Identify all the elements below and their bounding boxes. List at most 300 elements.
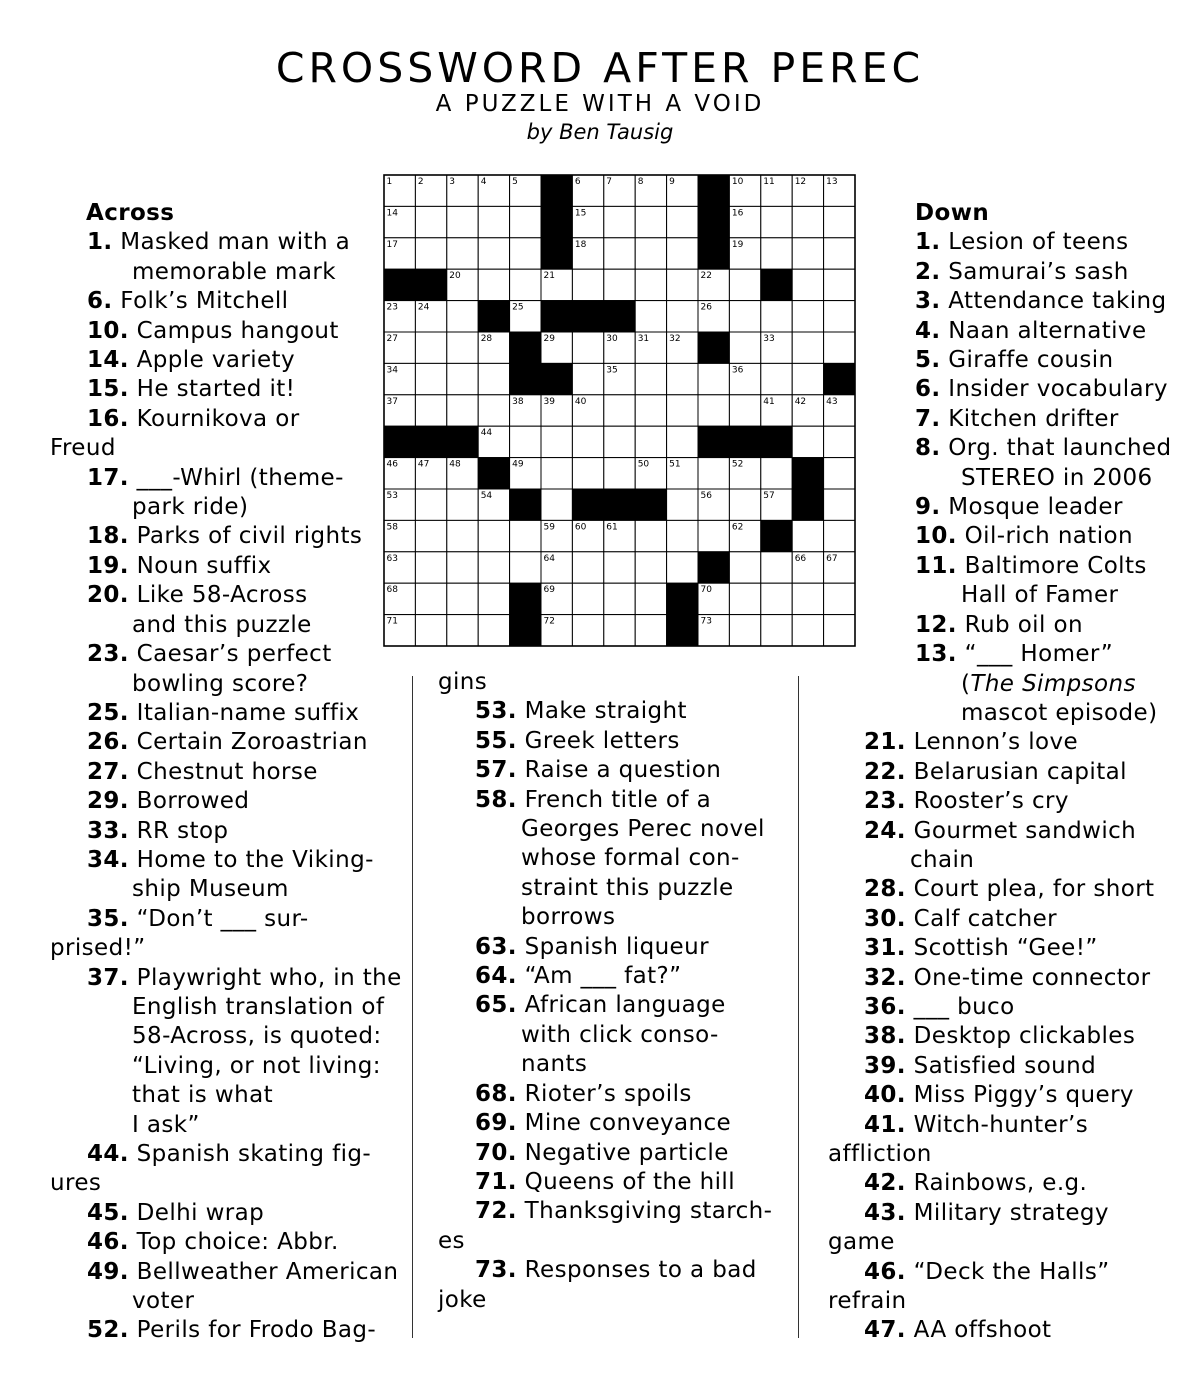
grid-cell[interactable] bbox=[604, 395, 635, 426]
clue-line bbox=[740, 964, 1173, 993]
clue-number: 1. bbox=[87, 229, 113, 256]
clue-text: Satisfied sound bbox=[913, 1052, 1097, 1079]
grid-cell[interactable] bbox=[667, 206, 698, 237]
cell-number: 3 bbox=[449, 177, 456, 187]
clue-line bbox=[50, 1258, 399, 1287]
cell-number: 60 bbox=[574, 522, 587, 533]
clue-line bbox=[828, 346, 1173, 375]
grid-block bbox=[478, 301, 509, 332]
clue-number: 4. bbox=[915, 317, 941, 344]
clue-number: 63. bbox=[475, 933, 517, 960]
cell-number: 57 bbox=[763, 491, 775, 501]
clue-line bbox=[50, 1199, 395, 1228]
clue-line bbox=[50, 846, 395, 875]
cell-number: 51 bbox=[669, 459, 681, 470]
clue-line bbox=[50, 728, 395, 757]
cell-number: 40 bbox=[574, 396, 587, 407]
clue-line bbox=[828, 375, 1173, 404]
grid-cell[interactable] bbox=[761, 301, 792, 332]
clue-text: Delhi wrap bbox=[136, 1199, 265, 1226]
grid-cell[interactable] bbox=[415, 395, 446, 426]
grid-cell[interactable] bbox=[792, 520, 823, 551]
grid-cell[interactable] bbox=[510, 206, 541, 237]
clue-text: Samurai’s sash bbox=[948, 258, 1129, 285]
clue-number: 2. bbox=[915, 258, 941, 285]
clue-number: 6. bbox=[87, 288, 113, 315]
clue-line bbox=[50, 787, 395, 816]
clue-number: 10. bbox=[87, 317, 129, 344]
grid-cell[interactable] bbox=[510, 269, 541, 300]
clue-number: 19. bbox=[87, 552, 129, 579]
grid-cell[interactable] bbox=[510, 426, 541, 457]
grid-cell[interactable] bbox=[729, 269, 760, 300]
cell-number: 62 bbox=[731, 522, 744, 533]
clue-text: Military strategy bbox=[913, 1199, 1109, 1226]
grid-cell[interactable] bbox=[667, 238, 698, 269]
grid-cell[interactable] bbox=[792, 206, 823, 237]
cell-number: 30 bbox=[606, 334, 618, 344]
grid-block bbox=[635, 489, 666, 520]
grid-cell[interactable] bbox=[604, 583, 635, 614]
cell-number: 18 bbox=[574, 239, 587, 250]
grid-cell[interactable] bbox=[635, 301, 666, 332]
clue-number: 7. bbox=[915, 405, 941, 432]
grid-cell[interactable] bbox=[541, 489, 572, 520]
cell-number: 69 bbox=[543, 585, 555, 596]
grid-cell[interactable] bbox=[415, 583, 446, 614]
cell-number: 67 bbox=[826, 553, 838, 564]
clue-line-continued: bowling score? bbox=[132, 670, 309, 697]
clue-number: 8. bbox=[915, 435, 941, 462]
grid-block bbox=[541, 206, 572, 237]
clue-text: Bellweather American bbox=[136, 1258, 399, 1285]
clue-line bbox=[828, 228, 1173, 257]
grid-cell[interactable] bbox=[415, 615, 446, 646]
clue-line bbox=[50, 1316, 395, 1345]
grid-cell[interactable] bbox=[635, 206, 666, 237]
clue-text: Responses to a bad bbox=[524, 1257, 757, 1284]
cell-number: 54 bbox=[480, 491, 493, 501]
cell-number: 7 bbox=[606, 177, 613, 187]
grid-cell[interactable] bbox=[415, 206, 446, 237]
clue-text: Belarusian capital bbox=[913, 758, 1127, 785]
clue-line bbox=[828, 258, 1173, 287]
clue-number: 16. bbox=[87, 405, 129, 432]
puzzle-title: CROSSWORD AFTER PEREC bbox=[275, 44, 925, 92]
clue-line-continued: Hall of Famer bbox=[961, 582, 1119, 609]
grid-cell[interactable] bbox=[667, 301, 698, 332]
cell-number: 37 bbox=[386, 396, 398, 407]
grid-cell[interactable] bbox=[415, 552, 446, 583]
grid-cell[interactable] bbox=[478, 238, 509, 269]
clue-number: 22. bbox=[864, 758, 906, 785]
grid-cell[interactable] bbox=[478, 363, 509, 394]
grid-block bbox=[604, 301, 635, 332]
grid-cell[interactable] bbox=[635, 552, 666, 583]
cell-number: 15 bbox=[574, 208, 587, 219]
grid-cell[interactable] bbox=[447, 301, 478, 332]
clue-text: “___ Homer” bbox=[964, 641, 1114, 668]
grid-cell[interactable] bbox=[667, 269, 698, 300]
grid-cell[interactable] bbox=[478, 206, 509, 237]
cell-number: 9 bbox=[669, 177, 675, 187]
cell-number: 33 bbox=[763, 334, 775, 344]
grid-cell[interactable] bbox=[667, 363, 698, 394]
grid-block bbox=[792, 489, 823, 520]
grid-cell[interactable] bbox=[604, 458, 635, 489]
grid-cell[interactable] bbox=[792, 583, 823, 614]
down-clue-list-continued bbox=[740, 728, 1173, 1346]
clue-number: 15. bbox=[87, 376, 129, 403]
clue-line bbox=[50, 287, 395, 316]
cell-number: 66 bbox=[794, 553, 807, 564]
down-clue-list bbox=[828, 228, 1173, 728]
clue-text: Rub oil on bbox=[964, 611, 1083, 638]
cell-number: 34 bbox=[386, 365, 398, 376]
grid-block bbox=[541, 301, 572, 332]
clue-text: Make straight bbox=[524, 698, 687, 725]
grid-block bbox=[604, 489, 635, 520]
grid-cell[interactable] bbox=[635, 426, 666, 457]
clue-line bbox=[828, 434, 1173, 463]
grid-cell[interactable] bbox=[761, 552, 792, 583]
clue-text: Home to the Viking- bbox=[136, 846, 374, 873]
grid-cell[interactable] bbox=[761, 458, 792, 489]
clue-text: Rioter’s spoils bbox=[524, 1080, 692, 1107]
grid-block bbox=[541, 238, 572, 269]
clue-text: Thanksgiving starch- bbox=[524, 1198, 773, 1225]
grid-cell[interactable] bbox=[729, 395, 760, 426]
clue-text: African language bbox=[524, 992, 726, 1019]
grid-cell[interactable] bbox=[572, 363, 603, 394]
grid-block bbox=[761, 269, 792, 300]
clue-number: 36. bbox=[864, 993, 906, 1020]
clue-number: 25. bbox=[87, 699, 129, 726]
clue-line bbox=[740, 728, 1173, 757]
grid-cell[interactable] bbox=[792, 238, 823, 269]
grid-cell[interactable] bbox=[698, 520, 729, 551]
clue-number: 29. bbox=[87, 788, 129, 815]
cell-number: 43 bbox=[826, 396, 838, 407]
clue-line bbox=[740, 817, 1173, 846]
grid-cell[interactable] bbox=[510, 552, 541, 583]
clue-number: 30. bbox=[864, 905, 906, 932]
grid-cell[interactable] bbox=[635, 395, 666, 426]
clue-number: 57. bbox=[475, 757, 517, 784]
grid-cell[interactable] bbox=[792, 332, 823, 363]
clue-text: ___-Whirl (theme- bbox=[136, 464, 344, 491]
cell-number: 19 bbox=[731, 239, 744, 250]
clue-line bbox=[740, 1258, 1173, 1287]
clue-line-continued: and this puzzle bbox=[132, 611, 312, 638]
grid-cell[interactable] bbox=[667, 489, 698, 520]
grid-cell[interactable] bbox=[698, 363, 729, 394]
grid-cell[interactable] bbox=[447, 206, 478, 237]
clue-text: Baltimore Colts bbox=[964, 552, 1147, 579]
grid-cell[interactable] bbox=[604, 206, 635, 237]
clue-text: Miss Piggy’s query bbox=[913, 1082, 1134, 1109]
clue-line-wrapped: game bbox=[828, 1229, 895, 1256]
grid-cell[interactable] bbox=[698, 395, 729, 426]
clue-number: 65. bbox=[475, 992, 517, 1019]
clue-text: Spanish skating fig- bbox=[136, 1141, 372, 1167]
grid-cell[interactable] bbox=[447, 238, 478, 269]
grid-cell[interactable] bbox=[761, 615, 792, 646]
grid-cell[interactable] bbox=[415, 238, 446, 269]
clue-number: 47. bbox=[864, 1317, 906, 1344]
grid-cell[interactable] bbox=[447, 552, 478, 583]
clue-line bbox=[50, 905, 395, 934]
cell-number: 70 bbox=[700, 585, 712, 596]
grid-cell[interactable] bbox=[761, 583, 792, 614]
grid-block bbox=[667, 615, 698, 646]
grid-cell[interactable] bbox=[478, 520, 509, 551]
grid-block bbox=[510, 583, 541, 614]
grid-cell[interactable] bbox=[792, 426, 823, 457]
grid-block bbox=[510, 332, 541, 363]
grid-cell[interactable] bbox=[635, 615, 666, 646]
grid-block bbox=[729, 426, 760, 457]
clue-line bbox=[828, 317, 1173, 346]
grid-cell[interactable] bbox=[478, 395, 509, 426]
clue-line bbox=[740, 1169, 1173, 1198]
grid-cell[interactable] bbox=[572, 426, 603, 457]
clue-line-continued: with click conso- bbox=[521, 1021, 719, 1048]
grid-block bbox=[415, 269, 446, 300]
clue-text: Rooster’s cry bbox=[913, 788, 1069, 815]
clue-text: Mine conveyance bbox=[524, 1110, 732, 1137]
clue-text: Spanish liqueur bbox=[524, 933, 709, 960]
grid-cell[interactable] bbox=[792, 615, 823, 646]
clue-line bbox=[828, 405, 1173, 434]
cell-number: 50 bbox=[637, 459, 650, 470]
clue-line bbox=[50, 640, 395, 669]
cell-number: 29 bbox=[543, 334, 555, 344]
crossword-grid[interactable] bbox=[383, 174, 856, 647]
clue-line bbox=[50, 699, 395, 728]
grid-block bbox=[698, 206, 729, 237]
grid-block bbox=[510, 615, 541, 646]
clue-line-continued: park ride) bbox=[132, 494, 249, 521]
grid-cell[interactable] bbox=[478, 552, 509, 583]
grid-cell[interactable] bbox=[635, 583, 666, 614]
cell-number: 73 bbox=[700, 616, 712, 627]
grid-cell[interactable] bbox=[447, 363, 478, 394]
clue-line bbox=[50, 317, 395, 346]
grid-block bbox=[698, 426, 729, 457]
clue-number: 69. bbox=[475, 1110, 517, 1137]
clue-text: Rainbows, e.g. bbox=[913, 1170, 1088, 1197]
grid-cell[interactable] bbox=[667, 395, 698, 426]
grid-cell[interactable] bbox=[478, 269, 509, 300]
grid-cell[interactable] bbox=[761, 363, 792, 394]
grid-cell[interactable] bbox=[572, 615, 603, 646]
clue-number: 11. bbox=[915, 552, 957, 579]
cell-number: 53 bbox=[386, 491, 398, 501]
grid-cell[interactable] bbox=[698, 458, 729, 489]
clue-text: Calf catcher bbox=[913, 905, 1058, 932]
clue-line bbox=[740, 993, 1173, 1022]
clue-number: 23. bbox=[87, 641, 129, 668]
grid-block bbox=[415, 426, 446, 457]
grid-cell[interactable] bbox=[635, 520, 666, 551]
cell-number: 11 bbox=[763, 177, 775, 187]
grid-cell[interactable] bbox=[604, 426, 635, 457]
clue-line bbox=[740, 1111, 1173, 1140]
cell-number: 12 bbox=[794, 177, 807, 187]
cell-number: 16 bbox=[731, 208, 744, 219]
grid-cell[interactable] bbox=[667, 552, 698, 583]
clue-text: Giraffe cousin bbox=[948, 347, 1114, 374]
grid-block bbox=[541, 363, 572, 394]
cell-number: 28 bbox=[480, 334, 493, 344]
clue-text: Naan alternative bbox=[948, 317, 1147, 344]
clue-line-continued: memorable mark bbox=[132, 258, 336, 285]
grid-cell[interactable] bbox=[761, 206, 792, 237]
cell-number: 20 bbox=[449, 271, 461, 282]
clue-line bbox=[828, 522, 1173, 551]
grid-cell[interactable] bbox=[572, 583, 603, 614]
grid-cell[interactable] bbox=[572, 332, 603, 363]
grid-cell[interactable] bbox=[541, 426, 572, 457]
across-clues-column bbox=[50, 199, 402, 1346]
cell-number: 36 bbox=[731, 365, 744, 376]
grid-block bbox=[698, 332, 729, 363]
grid-cell[interactable] bbox=[604, 552, 635, 583]
grid-cell[interactable] bbox=[729, 301, 760, 332]
clue-line bbox=[740, 1052, 1173, 1081]
clue-line bbox=[50, 817, 395, 846]
grid-cell[interactable] bbox=[478, 615, 509, 646]
clue-text: AA offshoot bbox=[913, 1317, 1052, 1344]
clue-number: 17. bbox=[87, 464, 129, 491]
grid-cell[interactable] bbox=[447, 520, 478, 551]
clue-text: ___ buco bbox=[913, 993, 1015, 1020]
cell-number: 14 bbox=[386, 208, 398, 219]
clue-text: Apple variety bbox=[136, 347, 295, 374]
grid-cell[interactable] bbox=[478, 583, 509, 614]
grid-cell[interactable] bbox=[792, 269, 823, 300]
grid-cell[interactable] bbox=[415, 489, 446, 520]
clue-text: Raise a question bbox=[524, 757, 722, 784]
clue-line bbox=[438, 697, 793, 726]
grid-cell[interactable] bbox=[510, 520, 541, 551]
clue-text: Kitchen drifter bbox=[948, 405, 1119, 432]
cell-number: 24 bbox=[417, 302, 430, 313]
grid-cell[interactable] bbox=[635, 269, 666, 300]
grid-cell[interactable] bbox=[604, 615, 635, 646]
clue-line bbox=[50, 405, 395, 434]
clue-number: 20. bbox=[87, 582, 129, 609]
grid-block bbox=[792, 458, 823, 489]
cell-number: 1 bbox=[386, 177, 393, 187]
clue-text: Gourmet sandwich bbox=[913, 817, 1137, 844]
cell-number: 32 bbox=[669, 334, 681, 344]
clue-line-continued: Georges Perec novel bbox=[521, 816, 765, 843]
grid-block bbox=[572, 301, 603, 332]
clue-number: 38. bbox=[864, 1023, 906, 1050]
cell-number: 72 bbox=[543, 616, 555, 627]
grid-cell[interactable] bbox=[447, 615, 478, 646]
grid-block bbox=[572, 489, 603, 520]
grid-cell[interactable] bbox=[447, 583, 478, 614]
clue-line-continued: straint this puzzle bbox=[521, 874, 734, 901]
cell-number: 42 bbox=[794, 396, 807, 407]
clue-text: Kournikova or bbox=[136, 405, 300, 432]
grid-cell[interactable] bbox=[792, 301, 823, 332]
grid-cell[interactable] bbox=[792, 363, 823, 394]
grid-cell[interactable] bbox=[729, 552, 760, 583]
clue-line-continued: 58-Across, is quoted: bbox=[132, 1023, 382, 1050]
cell-number: 49 bbox=[512, 459, 524, 470]
grid-cell[interactable] bbox=[572, 269, 603, 300]
cell-number: 68 bbox=[386, 585, 398, 596]
grid-cell[interactable] bbox=[415, 332, 446, 363]
cell-number: 23 bbox=[386, 302, 398, 313]
clue-text: Noun suffix bbox=[136, 552, 272, 579]
cell-number: 64 bbox=[543, 553, 555, 564]
down-clues-column bbox=[828, 199, 1173, 1346]
grid-cell[interactable] bbox=[572, 458, 603, 489]
clue-number: 21. bbox=[864, 729, 906, 756]
clue-text: RR stop bbox=[136, 817, 229, 844]
clue-text: Attendance taking bbox=[948, 288, 1167, 315]
clue-number: 33. bbox=[87, 817, 129, 844]
clue-line-continued: English translation of bbox=[132, 993, 385, 1020]
clue-number: 24. bbox=[864, 817, 906, 844]
clue-line bbox=[740, 905, 1173, 934]
cell-number: 39 bbox=[543, 396, 555, 407]
cell-number: 38 bbox=[512, 396, 524, 407]
grid-cell[interactable] bbox=[510, 238, 541, 269]
grid-cell[interactable] bbox=[729, 332, 760, 363]
clue-number: 32. bbox=[864, 964, 906, 991]
grid-block bbox=[510, 489, 541, 520]
grid-cell[interactable] bbox=[447, 332, 478, 363]
grid-cell[interactable] bbox=[415, 363, 446, 394]
clue-line-continued: nants bbox=[521, 1051, 588, 1078]
clue-text: “Don’t ___ sur- bbox=[136, 905, 309, 932]
clue-text: Witch-hunter’s bbox=[913, 1111, 1089, 1138]
grid-block bbox=[541, 175, 572, 206]
clue-line bbox=[50, 581, 395, 610]
grid-cell[interactable] bbox=[761, 238, 792, 269]
grid-cell[interactable] bbox=[729, 583, 760, 614]
clue-number: 18. bbox=[87, 523, 129, 550]
column-divider-left bbox=[412, 676, 413, 1338]
grid-cell[interactable] bbox=[604, 269, 635, 300]
grid-cell[interactable] bbox=[541, 458, 572, 489]
grid-cell[interactable] bbox=[667, 426, 698, 457]
grid-cell[interactable] bbox=[604, 238, 635, 269]
clue-line bbox=[50, 464, 395, 493]
grid-cell[interactable] bbox=[635, 238, 666, 269]
grid-cell[interactable] bbox=[447, 395, 478, 426]
clue-line-continued: STEREO in 2006 bbox=[961, 464, 1153, 491]
clue-text: Org. that launched bbox=[948, 435, 1172, 462]
grid-cell[interactable] bbox=[729, 615, 760, 646]
grid-cell[interactable] bbox=[415, 520, 446, 551]
clue-text: Chestnut horse bbox=[136, 758, 318, 785]
grid-cell[interactable] bbox=[447, 489, 478, 520]
grid-cell[interactable] bbox=[667, 520, 698, 551]
clue-line bbox=[740, 1081, 1173, 1110]
cell-number: 46 bbox=[386, 459, 398, 470]
clue-number: 6. bbox=[915, 376, 941, 403]
grid-cell[interactable] bbox=[729, 489, 760, 520]
grid-cell[interactable] bbox=[572, 552, 603, 583]
grid-cell[interactable] bbox=[635, 363, 666, 394]
